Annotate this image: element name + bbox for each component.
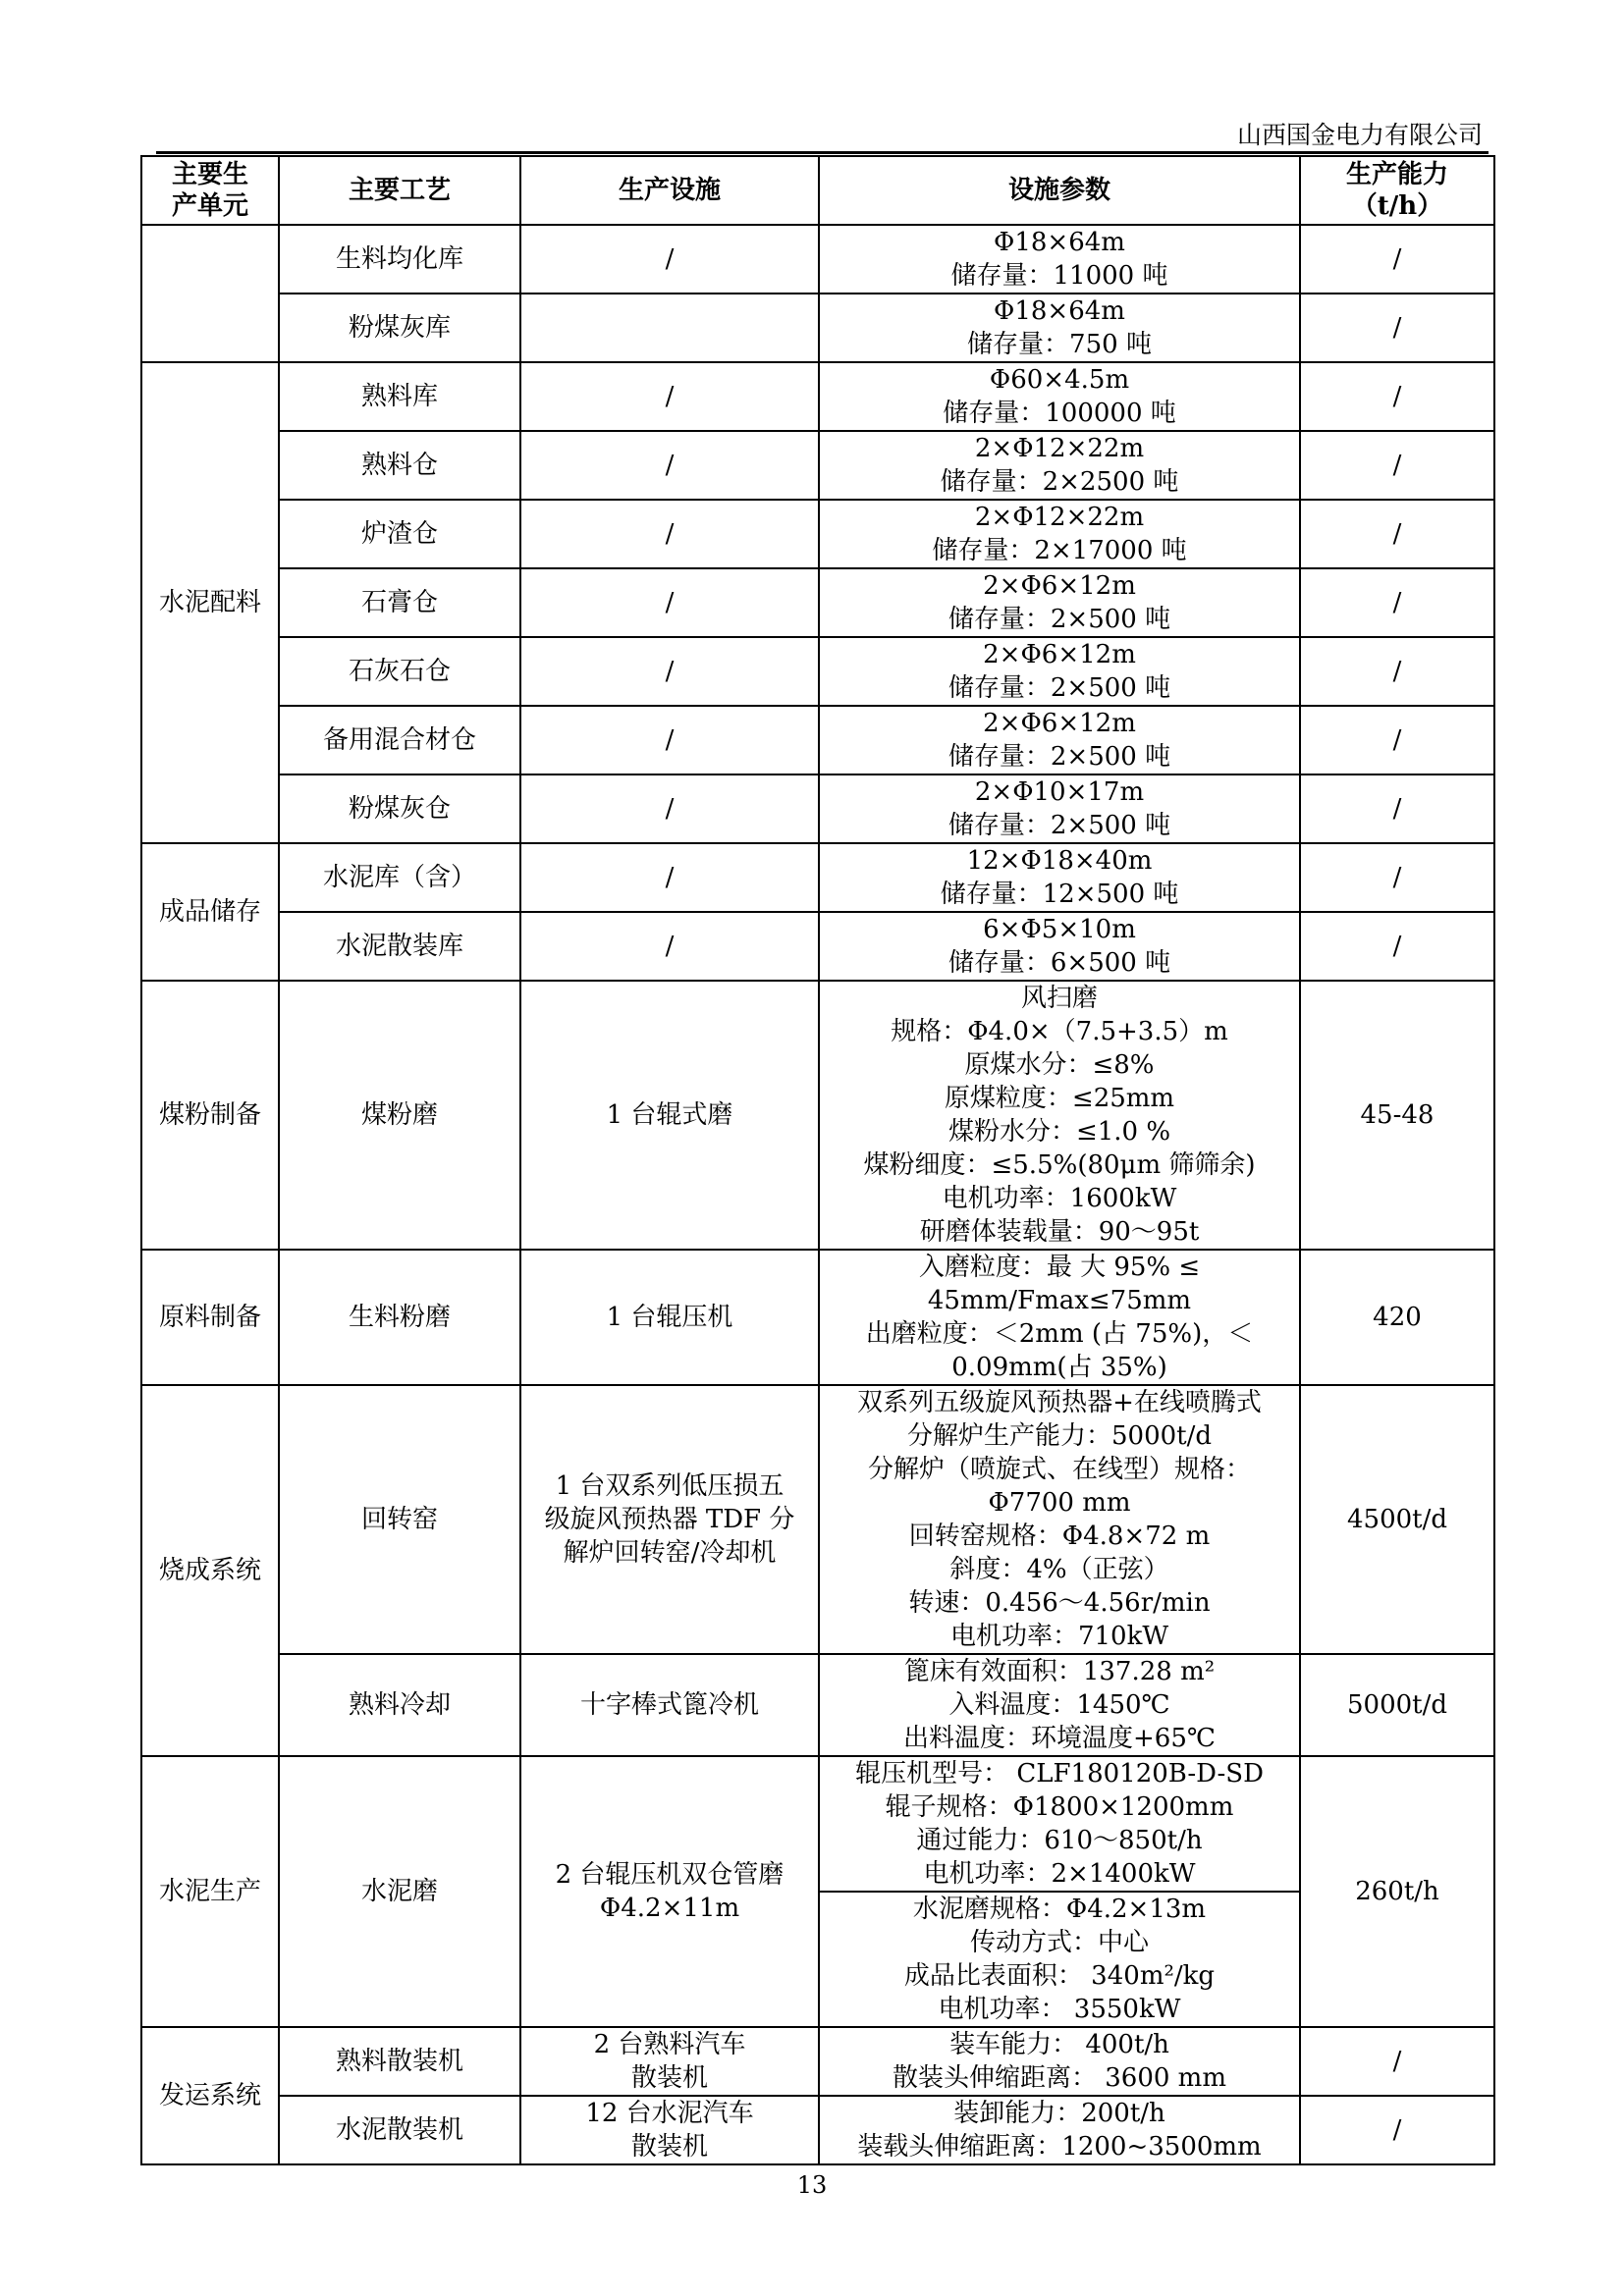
process-cell: 煤粉磨	[279, 981, 520, 1250]
process-cell: 生料粉磨	[279, 1250, 520, 1385]
facility-line: /	[665, 519, 675, 549]
param-line: 辊压机型号： CLF180120B-D-SD	[855, 1759, 1264, 1789]
param-line: 储存量：750 吨	[967, 330, 1152, 359]
param-line: 储存量：12×500 吨	[940, 880, 1179, 909]
table-row	[141, 2027, 1494, 2096]
capacity-cell: /	[1300, 843, 1494, 912]
capacity-cell: /	[1300, 2027, 1494, 2096]
capacity-cell: /	[1300, 362, 1494, 431]
param-line: 原煤水分：≤8%	[964, 1050, 1155, 1080]
table-row	[141, 912, 1494, 981]
capacity-cell: 4500t/d	[1300, 1385, 1494, 1654]
facility-cell	[520, 2096, 819, 2164]
param-line: Φ18×64m	[994, 296, 1125, 326]
process-cell: 水泥库（含）	[279, 843, 520, 912]
capacity-cell: 45-48	[1300, 981, 1494, 1250]
process-cell: 回转窑	[279, 1385, 520, 1654]
unit-cell: 发运系统	[141, 2027, 279, 2164]
params-cell	[819, 500, 1300, 568]
header-unit-line: 产单元	[171, 191, 248, 221]
table-row	[141, 294, 1494, 362]
capacity-cell: 5000t/d	[1300, 1654, 1494, 1756]
params-subtable	[820, 1757, 1299, 2026]
capacity-cell: /	[1300, 2096, 1494, 2164]
params-cell	[819, 637, 1300, 706]
unit-cell: 煤粉制备	[141, 981, 279, 1250]
process-cell: 生料均化库	[279, 225, 520, 294]
params-cell	[819, 568, 1300, 637]
param-line: 水泥磨规格：Φ4.2×13m	[912, 1895, 1207, 1924]
param-line: 风扫磨	[1020, 984, 1098, 1013]
table-row	[141, 2096, 1494, 2164]
capacity-cell: /	[1300, 774, 1494, 843]
unit-cell	[141, 225, 279, 362]
param-line: 装车能力： 400t/h	[949, 2030, 1169, 2059]
facility-line: /	[665, 451, 675, 480]
capacity-cell: /	[1300, 637, 1494, 706]
params-cell	[819, 362, 1300, 431]
facility-cell	[520, 637, 819, 706]
params-cell	[819, 1250, 1300, 1385]
header-process: 主要工艺	[279, 156, 520, 225]
facility-table	[140, 155, 1495, 2165]
param-line: 45mm/Fmax≤75mm	[927, 1286, 1192, 1315]
param-line: 成品比表面积： 340m²/kg	[903, 1961, 1216, 1991]
facility-cell	[520, 1250, 819, 1385]
process-cell: 熟料仓	[279, 431, 520, 500]
facility-line: 2 台熟料汽车	[593, 2030, 746, 2059]
facility-line: 1 台辊式磨	[606, 1100, 733, 1130]
facility-cell	[520, 294, 819, 362]
table-row	[141, 981, 1494, 1250]
param-line: 储存量：6×500 吨	[947, 948, 1171, 978]
param-line: 通过能力：610～850t/h	[916, 1826, 1203, 1855]
params-cell	[819, 294, 1300, 362]
facility-cell	[520, 843, 819, 912]
param-line: 2×Φ6×12m	[983, 640, 1136, 669]
capacity-cell: 420	[1300, 1250, 1494, 1385]
param-line: 分解炉生产能力：5000t/d	[906, 1421, 1213, 1451]
capacity-cell: 260t/h	[1300, 1756, 1494, 2027]
params-cell	[819, 706, 1300, 774]
header-capacity-line: （t/h）	[1351, 191, 1443, 221]
param-line: 12×Φ18×40m	[966, 846, 1153, 876]
header-company: 山西国金电力有限公司	[1236, 121, 1483, 149]
facility-line: 十字棒式篦冷机	[579, 1690, 759, 1720]
param-line: 传动方式：中心	[969, 1928, 1149, 1957]
facility-cell	[520, 981, 819, 1250]
table-row	[141, 1654, 1494, 1756]
param-line: 双系列五级旋风预热器+在线喷腾式	[857, 1388, 1262, 1417]
params-cell	[819, 1756, 1300, 2027]
facility-cell	[520, 225, 819, 294]
header-facility: 生产设施	[520, 156, 819, 225]
facility-cell	[520, 912, 819, 981]
param-line: 储存量：11000 吨	[950, 261, 1168, 291]
params-cell	[819, 2096, 1300, 2164]
facility-line: 解炉回转窑/冷却机	[563, 1538, 777, 1568]
unit-cell: 烧成系统	[141, 1385, 279, 1756]
facility-cell	[520, 568, 819, 637]
param-line: 散装头伸缩距离： 3600 mm	[892, 2063, 1226, 2093]
facility-cell	[520, 362, 819, 431]
facility-line: /	[665, 794, 675, 824]
param-line: 2×Φ12×22m	[974, 503, 1145, 532]
param-line: Φ60×4.5m	[989, 365, 1130, 395]
param-line: 煤粉水分：≤1.0 %	[947, 1117, 1171, 1147]
process-cell: 熟料库	[279, 362, 520, 431]
table-row	[141, 362, 1494, 431]
params-cell	[819, 774, 1300, 843]
param-line: 储存量：2×500 吨	[947, 673, 1171, 703]
param-line: 规格：Φ4.0×（7.5+3.5）m	[891, 1017, 1228, 1046]
param-line: 入磨粒度：最 大 95% ≤	[918, 1253, 1201, 1282]
params-cell	[819, 225, 1300, 294]
facility-cell	[520, 1756, 819, 2027]
header-capacity-line: 生产能力	[1345, 160, 1448, 189]
table-row	[141, 637, 1494, 706]
table-row	[141, 1250, 1494, 1385]
param-line: 装卸能力：200t/h	[953, 2099, 1165, 2128]
params-cell	[819, 843, 1300, 912]
table-header-row	[141, 156, 1494, 225]
param-line: 2×Φ6×12m	[983, 571, 1136, 601]
facility-line: /	[665, 657, 675, 686]
capacity-cell: /	[1300, 225, 1494, 294]
page-number: 13	[796, 2171, 828, 2199]
table-row	[141, 706, 1494, 774]
facility-line: /	[665, 382, 675, 411]
param-line: 6×Φ5×10m	[983, 915, 1136, 944]
capacity-cell: /	[1300, 568, 1494, 637]
params-cell	[819, 912, 1300, 981]
param-line: 分解炉（喷旋式、在线型）规格：	[867, 1455, 1251, 1484]
unit-cell: 水泥配料	[141, 362, 279, 843]
process-cell: 粉煤灰库	[279, 294, 520, 362]
facility-line: 级旋风预热器 TDF 分	[544, 1505, 795, 1534]
param-line: 0.09mm(占 35%)	[951, 1353, 1167, 1382]
params-cell	[819, 1654, 1300, 1756]
param-line: 储存量：2×500 吨	[947, 605, 1171, 634]
param-line: 出磨粒度：＜2mm (占 75%)，＜	[865, 1319, 1254, 1349]
facility-cell	[520, 774, 819, 843]
facility-line: 1 台双系列低压损五	[555, 1471, 785, 1501]
table-row	[141, 431, 1494, 500]
facility-line: /	[665, 244, 675, 274]
header-rule	[156, 151, 1489, 154]
facility-line: 2 台辊压机双仓管磨	[555, 1860, 785, 1890]
param-line: 篦床有效面积：137.28 m²	[903, 1657, 1216, 1686]
process-cell: 水泥散装机	[279, 2096, 520, 2164]
facility-cell	[520, 1385, 819, 1654]
facility-line: Φ4.2×11m	[599, 1894, 740, 1923]
param-line: 2×Φ6×12m	[983, 709, 1136, 738]
capacity-cell: /	[1300, 294, 1494, 362]
table-row	[141, 225, 1494, 294]
table-row	[141, 843, 1494, 912]
facility-line: /	[665, 932, 675, 961]
params-cell	[819, 2027, 1300, 2096]
header-capacity	[1300, 156, 1494, 225]
capacity-cell: /	[1300, 500, 1494, 568]
facility-line: 12 台水泥汽车	[585, 2099, 754, 2128]
process-cell: 石灰石仓	[279, 637, 520, 706]
param-line: 储存量：2×500 吨	[947, 742, 1171, 772]
params-subcell-cement-mill	[820, 1892, 1299, 2026]
table-row	[141, 774, 1494, 843]
facility-line: /	[665, 725, 675, 755]
param-line: 转速：0.456～4.56r/min	[908, 1588, 1211, 1618]
params-cell	[819, 981, 1300, 1250]
facility-line: 散装机	[630, 2063, 708, 2093]
param-line: 电机功率：710kW	[949, 1622, 1169, 1651]
param-line: 储存量：100000 吨	[943, 399, 1176, 428]
param-line: 电机功率：1600kW	[942, 1184, 1177, 1213]
unit-cell: 水泥生产	[141, 1756, 279, 2027]
param-line: 研磨体装载量：90～95t	[919, 1217, 1200, 1247]
facility-line: 1 台辊压机	[606, 1303, 733, 1332]
params-cell	[819, 1385, 1300, 1654]
facility-line: /	[665, 588, 675, 617]
facility-line: 散装机	[630, 2132, 708, 2162]
param-line: 储存量：2×2500 吨	[940, 467, 1179, 497]
param-line: Φ7700 mm	[988, 1488, 1131, 1518]
params-cell	[819, 431, 1300, 500]
param-line: 电机功率： 3550kW	[938, 1995, 1181, 2024]
param-line: 储存量：2×500 吨	[947, 811, 1171, 840]
param-line: 2×Φ12×22m	[974, 434, 1145, 463]
param-line: 原煤粒度：≤25mm	[944, 1084, 1175, 1113]
facility-line: /	[665, 863, 675, 892]
facility-cell	[520, 706, 819, 774]
table-row	[141, 500, 1494, 568]
capacity-cell: /	[1300, 706, 1494, 774]
facility-cell	[520, 2027, 819, 2096]
unit-cell: 成品储存	[141, 843, 279, 981]
process-cell: 粉煤灰仓	[279, 774, 520, 843]
process-cell: 石膏仓	[279, 568, 520, 637]
facility-cell	[520, 431, 819, 500]
header-params: 设施参数	[819, 156, 1300, 225]
capacity-cell: /	[1300, 431, 1494, 500]
unit-cell: 原料制备	[141, 1250, 279, 1385]
process-cell: 备用混合材仓	[279, 706, 520, 774]
table-row	[141, 1756, 1494, 2027]
param-line: 2×Φ10×17m	[974, 777, 1145, 807]
param-line: 煤粉细度：≤5.5%(80μm 筛筛余)	[863, 1150, 1256, 1180]
param-line: Φ18×64m	[994, 228, 1125, 257]
params-subcell-mill-press	[820, 1757, 1299, 1892]
param-line: 电机功率：2×1400kW	[923, 1859, 1196, 1889]
facility-cell	[520, 500, 819, 568]
header-unit	[141, 156, 279, 225]
process-cell: 水泥磨	[279, 1756, 520, 2027]
process-cell: 炉渣仓	[279, 500, 520, 568]
param-line: 辊子规格：Φ1800×1200mm	[885, 1792, 1234, 1822]
param-line: 回转窑规格：Φ4.8×72 m	[908, 1522, 1211, 1551]
process-cell: 熟料冷却	[279, 1654, 520, 1756]
facility-cell	[520, 1654, 819, 1756]
param-line: 斜度：4%（正弦）	[949, 1555, 1169, 1584]
param-line: 储存量：2×17000 吨	[932, 536, 1187, 565]
param-line: 装载头伸缩距离：1200~3500mm	[857, 2132, 1262, 2162]
param-line: 出料温度：环境温度+65℃	[903, 1724, 1216, 1753]
capacity-cell: /	[1300, 912, 1494, 981]
process-cell: 熟料散装机	[279, 2027, 520, 2096]
header-unit-line: 主要生	[171, 160, 248, 189]
process-cell: 水泥散装库	[279, 912, 520, 981]
table-row	[141, 1385, 1494, 1654]
table-row	[141, 568, 1494, 637]
param-line: 入料温度：1450℃	[948, 1690, 1170, 1720]
